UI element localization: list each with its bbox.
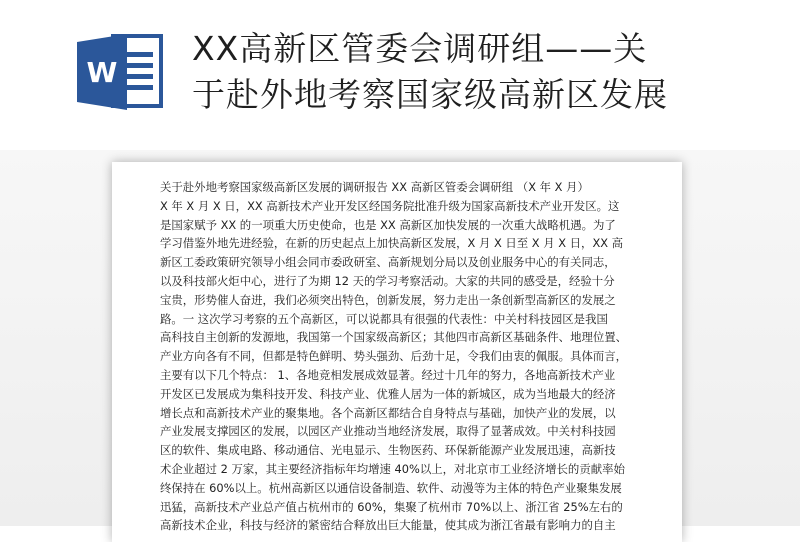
document-line: 终保持在 60%以上。杭州高新区以通信设备制造、软件、动漫等为主体的特色产业聚集发展 [160,480,622,495]
title-line: 于赴外地考察国家级高新区发展 [192,75,668,114]
document-line: 路。一 这次学习考察的五个高新区，可以说都具有很强的代表性：中关村科技园区是我国 [160,311,608,326]
document-line: 高新技术企业，科技与经济的紧密结合释放出巨大能量，使其成为浙江省最有影响力的自主 [160,518,616,533]
document-line: 高科技自主创新的发源地，我国第一个国家级高新区；其他四市高新区基础条件、地理位置、 [160,330,628,345]
word-icon-letter: W [86,56,118,89]
header-banner [0,0,800,150]
document-line: 是国家赋予 XX 的一项重大历史使命，也是 XX 高新区加快发展的一次重大战略机遇。为了 [160,217,616,232]
document-line: 开发区已发展成为集科技开发、科技产业、优雅人居为一体的新城区，成为当地最大的经济 [160,386,616,401]
document-line: 以及科技部火炬中心，进行了为期 12 天的学习考察活动。大家的共同的感受是，经验十分 [160,273,615,288]
word-document-icon [75,32,165,112]
document-line: 区的软件、集成电路、移动通信、光电显示、生物医药、环保新能源产业发展迅速，高新技 [160,443,616,458]
page-title [192,26,782,118]
document-line: X 年 X 月 X 日，XX 高新技术产业开发区经国务院批准升级为国家高新技术产业开发区。这 [160,198,620,213]
document-line: 增长点和高新技术产业的聚集地。各个高新区都结合自身特点与基础，加快产业的发展，以 [160,405,616,420]
document-line: 关于赴外地考察国家级高新区发展的调研报告 XX 高新区管委会调研组 （X 年 X 月） [160,180,589,194]
document-line: 产业方向各有不同，但都是特色鲜明、势头强劲、后劲十足，令我们由衷的佩服。具体而言， [160,349,628,364]
document-line: 术企业超过 2 万家，其主要经济指标年均增速 40%以上，对北京市工业经济增长的贡献率始 [160,461,625,476]
document-line: 迅猛，高新技术产业总产值占杭州市的 60%，集聚了杭州市 70%以上、浙江省 25%左右的 [160,499,623,514]
document-page [112,162,682,542]
document-line: 产业发展支撑园区的发展，以园区产业推动当地经济发展，取得了显著成效。中关村科技园 [160,424,616,439]
document-line: 主要有以下几个特点： 1、各地竞相发展成效显著。经过十几年的努力，各地高新技术产业 [160,367,616,382]
document-line: 新区工委政策研究领导小组会同市委政研室、高新规划分局以及创业服务中心的有关同志， [160,255,616,270]
document-body [160,178,640,535]
document-line: 学习借鉴外地先进经验，在新的历史起点上加快高新区发展，X 月 X 日至 X 月 X 日，XX 高 [160,236,624,251]
document-line: 宝贵，形势催人奋进，我们必须突出特色，创新发展，努力走出一条创新型高新区的发展之 [160,292,616,307]
title-line: XX高新区管委会调研组——关 [192,29,648,68]
